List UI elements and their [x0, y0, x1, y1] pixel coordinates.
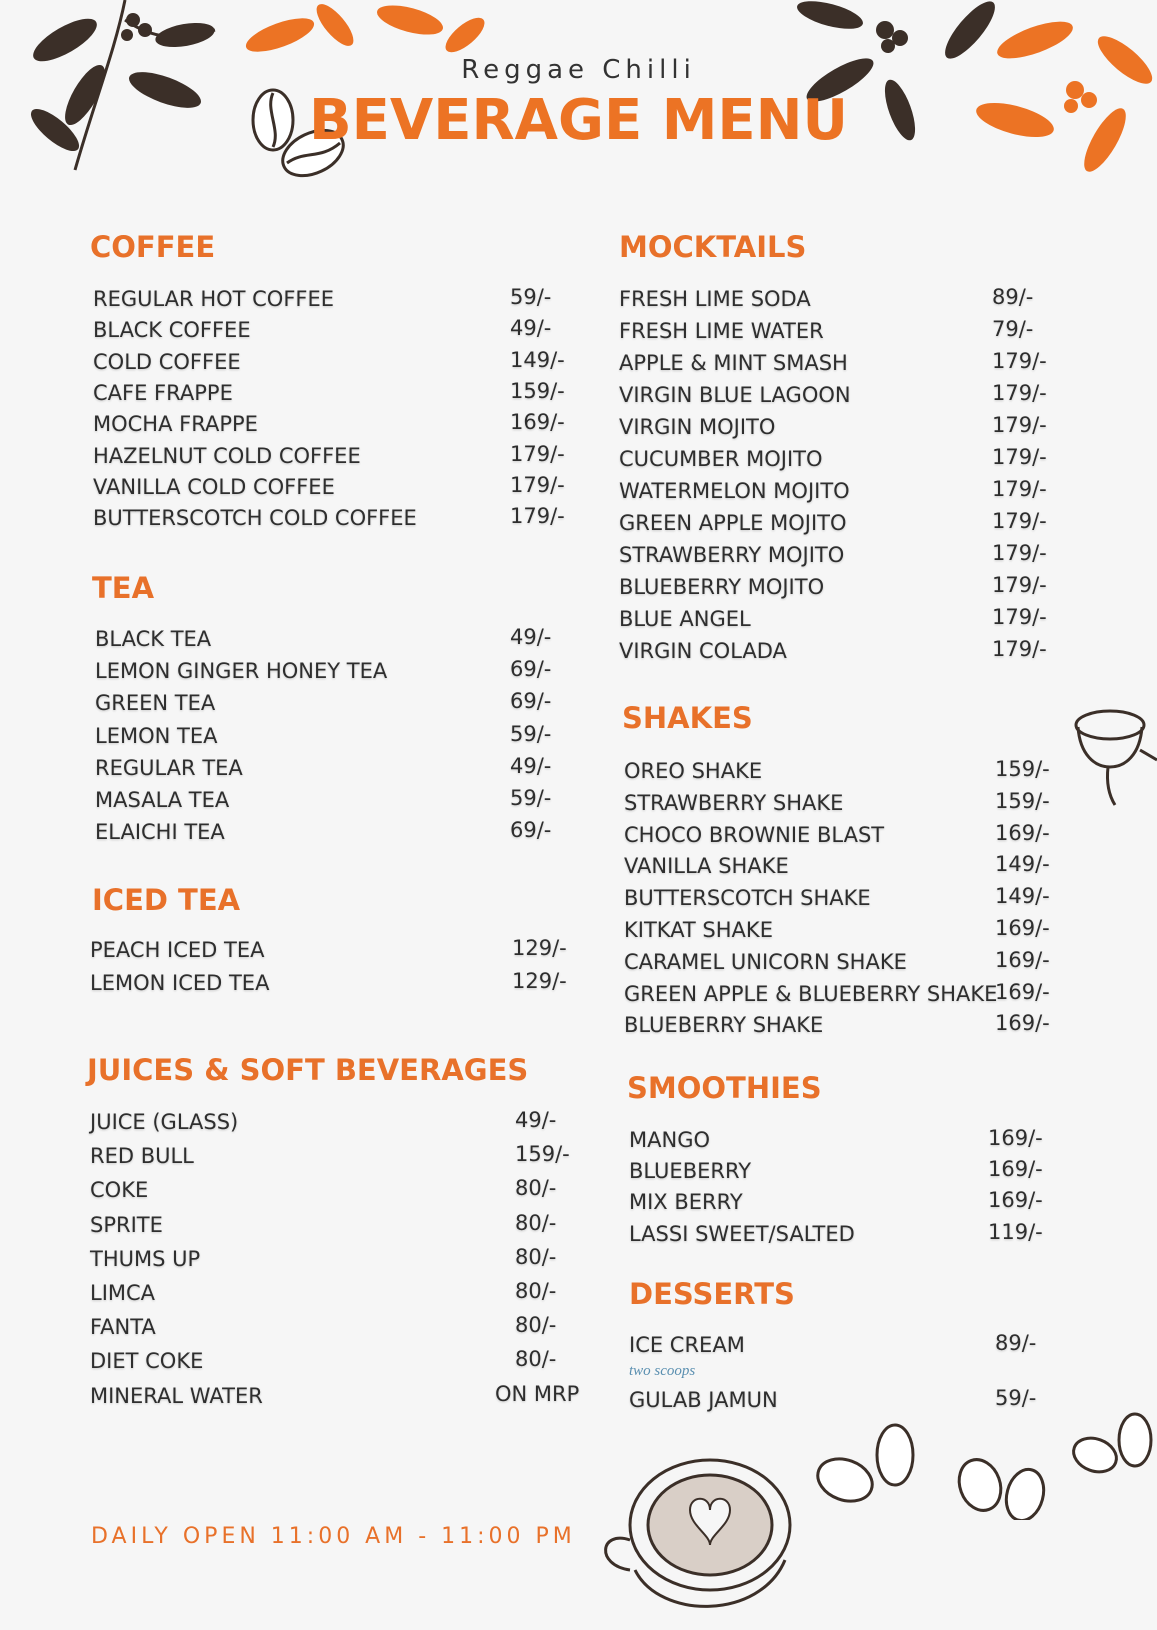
menu-item-price: 119/- [988, 1219, 1043, 1244]
menu-item-name: COKE [90, 1178, 149, 1203]
menu-item-name: REGULAR TEA [95, 755, 243, 780]
menu-item-name: BLUEBERRY [629, 1159, 752, 1184]
menu-item-name: COLD COFFEE [93, 349, 241, 374]
menu-item-price: 69/- [510, 689, 552, 714]
menu-item-name: LIMCA [90, 1281, 156, 1305]
menu-item-price: 59/- [510, 786, 552, 810]
menu-item-name: VIRGIN BLUE LAGOON [619, 383, 851, 407]
menu-item-name: BLUEBERRY SHAKE [624, 1013, 824, 1038]
menu-item-name: BUTTERSCOTCH COLD COFFEE [93, 506, 417, 531]
desserts-section-title: DESSERTS [629, 1277, 795, 1311]
coffee-section-title: COFFEE [90, 230, 216, 264]
menu-item-name: CUCUMBER MOJITO [619, 447, 823, 471]
menu-item-name: CHOCO BROWNIE BLAST [624, 822, 885, 847]
menu-item-price: 79/- [992, 317, 1034, 341]
menu-item-name: MANGO [629, 1128, 710, 1152]
menu-item-price: 179/- [992, 605, 1047, 629]
menu-item-price: 179/- [992, 477, 1047, 501]
menu-item-price: 179/- [510, 504, 565, 529]
juices-section-title: JUICES & SOFT BEVERAGES [87, 1053, 529, 1087]
menu-item-name: GREEN APPLE & BLUEBERRY SHAKE [624, 981, 998, 1006]
opening-hours: DAILY OPEN 11:00 AM - 11:00 PM [91, 1524, 576, 1549]
menu-item-name: VANILLA COLD COFFEE [93, 474, 335, 499]
menu-item-name: LEMON GINGER HONEY TEA [95, 659, 388, 684]
smoothies-section-title: SMOOTHIES [627, 1071, 822, 1105]
menu-item-price: ON MRP [495, 1381, 580, 1406]
menu-item-price: 80/- [515, 1176, 557, 1201]
menu-item-name: PEACH ICED TEA [90, 938, 265, 962]
menu-item-name: KITKAT SHAKE [624, 918, 773, 942]
menu-item-name: WATERMELON MOJITO [619, 479, 850, 503]
menu-item-name: STRAWBERRY SHAKE [624, 790, 844, 815]
menu-item-name: MINERAL WATER [90, 1383, 263, 1408]
menu-item-price: 169/- [995, 820, 1050, 845]
menu-item-price: 159/- [995, 788, 1050, 813]
menu-item-name: BUTTERSCOTCH SHAKE [624, 886, 871, 911]
menu-item-price: 179/- [992, 445, 1047, 469]
menu-item-name: REGULAR HOT COFFEE [93, 287, 335, 311]
menu-item-price: 169/- [995, 979, 1050, 1004]
menu-item-price: 49/- [515, 1108, 557, 1132]
menu-item-name: VANILLA SHAKE [624, 854, 789, 879]
menu-item-name: HAZELNUT COLD COFFEE [93, 443, 361, 468]
menu-item-name: MOCHA FRAPPE [93, 412, 258, 437]
menu-item-price: 179/- [992, 541, 1047, 565]
menu-item-price: 169/- [988, 1188, 1043, 1213]
menu-item-price: 89/- [992, 285, 1034, 309]
menu-item-price: 80/- [515, 1210, 557, 1235]
menu-item-name: CARAMEL UNICORN SHAKE [624, 949, 907, 974]
menu-item-price: 159/- [515, 1142, 570, 1167]
menu-item-name: BLACK COFFEE [93, 318, 251, 343]
menu-item-name: JUICE (GLASS) [90, 1110, 239, 1134]
menu-item-name: MASALA TEA [95, 788, 230, 812]
menu-item-price: 159/- [510, 378, 565, 403]
menu-item-price: 169/- [988, 1126, 1043, 1150]
mocktails-section-title: MOCKTAILS [619, 230, 807, 264]
menu-item-name: FRESH LIME SODA [619, 287, 811, 311]
menu-item-price: 49/- [510, 625, 552, 649]
menu-item-price: 49/- [510, 316, 552, 341]
menu-item-price: 179/- [992, 509, 1047, 533]
menu-item-price: 159/- [995, 757, 1050, 781]
menu-item-price: 169/- [995, 916, 1050, 940]
menu-item-price: 69/- [510, 818, 552, 843]
menu-item-name: ELAICHI TEA [95, 820, 225, 845]
menu-item-name: THUMS UP [90, 1246, 201, 1271]
shakes-section-title: SHAKES [622, 701, 753, 735]
menu-item-name: OREO SHAKE [624, 759, 763, 783]
menu-item-name: LEMON ICED TEA [90, 971, 270, 995]
menu-item-price: 59/- [995, 1386, 1037, 1410]
menu-item-name: GULAB JAMUN [629, 1388, 778, 1412]
menu-item-price: 179/- [510, 441, 565, 466]
menu-item-name: GREEN TEA [95, 691, 216, 716]
menu-item-name: RED BULL [90, 1144, 194, 1169]
brand-name: Reggae Chilli [461, 55, 696, 85]
menu-item-price: 169/- [988, 1157, 1043, 1182]
menu-item-name: DIET COKE [90, 1349, 204, 1374]
menu-item-price: 169/- [995, 947, 1050, 972]
menu-item-name: MIX BERRY [629, 1190, 743, 1215]
menu-item-name: BLUE ANGEL [619, 607, 751, 631]
menu-item-price: 89/- [995, 1331, 1037, 1355]
menu-item-name: VIRGIN MOJITO [619, 415, 776, 439]
menu-item-price: 69/- [510, 657, 552, 682]
menu-item-price: 179/- [510, 472, 565, 497]
menu-item-price: 80/- [515, 1313, 557, 1338]
menu-item-price: 49/- [510, 753, 552, 778]
menu-item-price: 80/- [515, 1244, 557, 1269]
menu-item-name: APPLE & MINT SMASH [619, 351, 848, 375]
menu-item-price: 149/- [995, 852, 1050, 877]
menu-item-name: FANTA [90, 1315, 156, 1340]
menu-item-note: two scoops [629, 1363, 696, 1379]
menu-item-price: 149/- [510, 347, 565, 372]
menu-item-price: 169/- [510, 410, 565, 435]
menu-item-name: CAFE FRAPPE [93, 380, 233, 405]
menu-item-name: LEMON TEA [95, 723, 218, 748]
menu-item-price: 179/- [992, 413, 1047, 437]
menu-item-price: 169/- [995, 1011, 1050, 1036]
menu-item-price: 80/- [515, 1279, 557, 1303]
menu-item-price: 179/- [992, 381, 1047, 405]
menu-item-name: GREEN APPLE MOJITO [619, 511, 847, 535]
menu-item-price: 179/- [992, 637, 1047, 661]
menu-title: BEVERAGE MENU [308, 88, 849, 153]
latte-cup-icon [590, 1450, 810, 1625]
menu-item-name: LASSI SWEET/SALTED [629, 1221, 855, 1246]
menu-item-price: 129/- [512, 969, 567, 993]
menu-item-price: 129/- [512, 936, 567, 960]
menu-item-name: STRAWBERRY MOJITO [619, 543, 845, 567]
iced-tea-section-title: ICED TEA [92, 883, 241, 917]
menu-item-price: 179/- [992, 349, 1047, 373]
menu-item-name: ICE CREAM [629, 1333, 745, 1357]
menu-item-name: BLACK TEA [95, 627, 212, 651]
menu-item-name: FRESH LIME WATER [619, 319, 824, 343]
menu-item-price: 80/- [515, 1347, 557, 1372]
tea-section-title: TEA [92, 571, 155, 605]
menu-item-name: SPRITE [90, 1212, 163, 1237]
menu-item-name: VIRGIN COLADA [619, 639, 787, 663]
menu-item-price: 59/- [510, 285, 552, 309]
portafilter-icon [1070, 705, 1157, 815]
menu-item-price: 149/- [995, 884, 1050, 909]
menu-item-price: 59/- [510, 721, 552, 746]
menu-item-name: BLUEBERRY MOJITO [619, 575, 825, 599]
menu-item-price: 179/- [992, 573, 1047, 597]
coffee-beans-bottom-illustration [815, 1410, 1157, 1520]
